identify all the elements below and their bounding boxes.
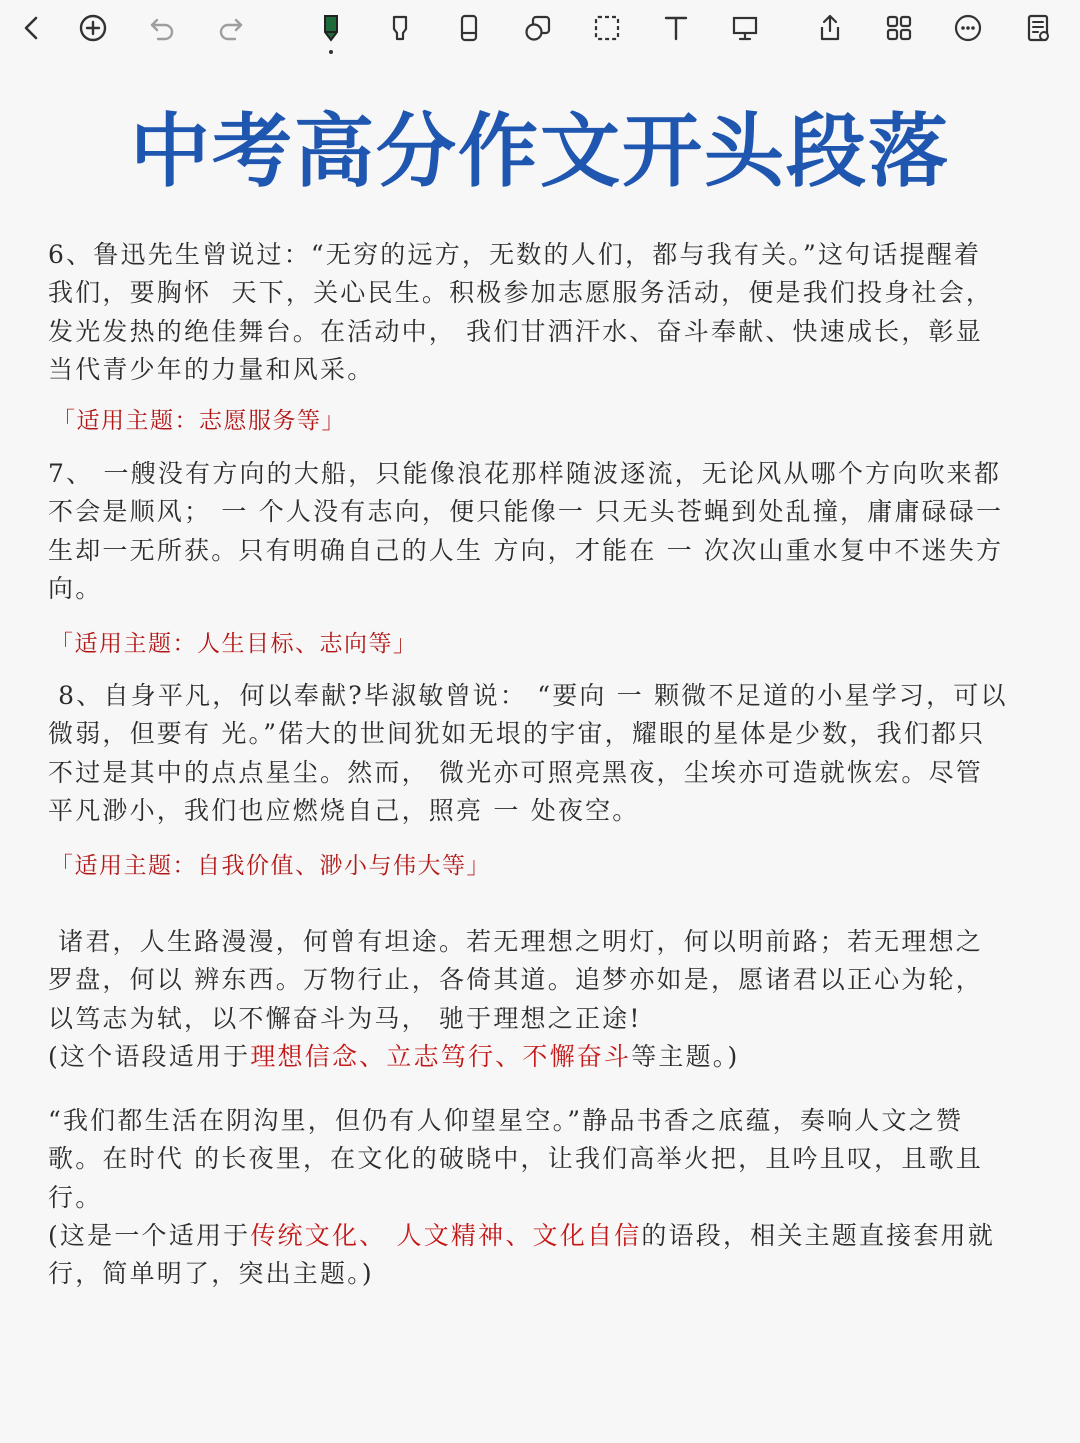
paragraph-9: 诸君，人生路漫漫，何曾有坦途。若无理想之明灯，何以明前路；若无理想之罗盘，何以 辨东西。万物行止，各倚其道。追梦亦如是，愿诸君以正心为轮，以笃志为轼，以不懈奋斗为马， 驰于理想之正途! (48, 927, 983, 1033)
paragraph-7: 7、 一艘没有方向的大船，只能像浪花那样随波逐流，无论风从哪个方向吹来都不会是顺风； 一 个人没有志向，便只能像一 只无头苍蝇到处乱撞，庸庸碌碌一生却一无所获。只有明确自己的人生 方向，才能在 一 次次山重水复中不迷失方向。 (48, 459, 1004, 603)
more-icon[interactable] (946, 6, 990, 50)
notes-icon[interactable] (1016, 6, 1060, 50)
presentation-icon[interactable] (723, 6, 767, 50)
note-page[interactable] (0, 56, 1080, 1443)
paragraph-10: “我们都生活在阴沟里，但仍有人仰望星空。”静品书香之底蕴，奏响人文之赞歌。在时代 的长夜里，在文化的破晓中，让我们高举火把，且吟且叹，且歌且行。 (48, 1106, 983, 1212)
note-theme: 不懈奋斗 (522, 1042, 632, 1071)
add-icon[interactable] (71, 6, 115, 50)
shapes-icon[interactable] (516, 6, 560, 50)
note-theme: 传统文化 (250, 1221, 360, 1250)
note-text: (这是一个适用于 (48, 1221, 251, 1250)
theme-tag-8: 「适用主题：自我价值、渺小与伟大等」 (50, 853, 491, 879)
text-tool-icon[interactable] (654, 6, 698, 50)
top-toolbar (0, 0, 1080, 56)
highlighter-icon[interactable] (378, 6, 422, 50)
note-theme: 人文精神 (396, 1221, 506, 1250)
note-text: (这个语段适用于 (48, 1042, 251, 1071)
note-text: 的语段，相关主题直接套用就行，简单明了，突出主题。) (48, 1221, 995, 1289)
note-theme: 文化自信 (532, 1221, 642, 1250)
share-icon[interactable] (808, 6, 852, 50)
active-tool-dot (329, 50, 333, 54)
grid-view-icon[interactable] (877, 6, 921, 50)
note-text: 等主题。) (631, 1042, 740, 1071)
theme-tag-6: 「适用主题：志愿服务等」 (52, 408, 346, 434)
note-theme: 理想信念 (250, 1042, 360, 1071)
lasso-select-icon[interactable] (585, 6, 629, 50)
back-icon[interactable] (10, 6, 54, 50)
paragraph-6: 6、鲁迅先生曾说过：“无穷的远方，无数的人们，都与我有关。”这句话提醒着我们，要胸怀 天下，关心民生。积极参加志愿服务活动，便是我们投身社会，发光发热的绝佳舞台。在活动中， 我们甘洒汗水、奋斗奉献、快速成长，彰显当代青少年的力量和风采。 (48, 240, 994, 384)
paragraph-8: 8、自身平凡，何以奉献?毕淑敏曾说： “要向 一 颗微不足道的小星学习，可以微弱，但要有 光。”偌大的世间犹如无垠的宇宙，耀眼的星体是少数，我们都只不过是其中的点点星尘。然而， 微光亦可照亮黑夜，尘埃亦可造就恢宏。尽管平凡渺小，我们也应燃烧自己，照亮 一 处夜空。 (48, 681, 1008, 825)
note-separator: 、 (495, 1042, 523, 1071)
note-separator: 、 (359, 1042, 387, 1071)
note-separator: 、 (505, 1221, 533, 1250)
theme-note-10 (48, 1217, 1008, 1294)
eraser-icon[interactable] (447, 6, 491, 50)
undo-icon[interactable] (140, 6, 184, 50)
theme-note-9 (48, 1038, 1008, 1076)
pen-icon[interactable] (309, 6, 353, 50)
theme-tag-7: 「适用主题：人生目标、志向等」 (50, 631, 418, 657)
note-separator: 、 (359, 1221, 397, 1250)
redo-icon[interactable] (209, 6, 253, 50)
note-theme: 立志笃行 (386, 1042, 496, 1071)
page-title: 中考高分作文开头段落 (130, 105, 950, 198)
